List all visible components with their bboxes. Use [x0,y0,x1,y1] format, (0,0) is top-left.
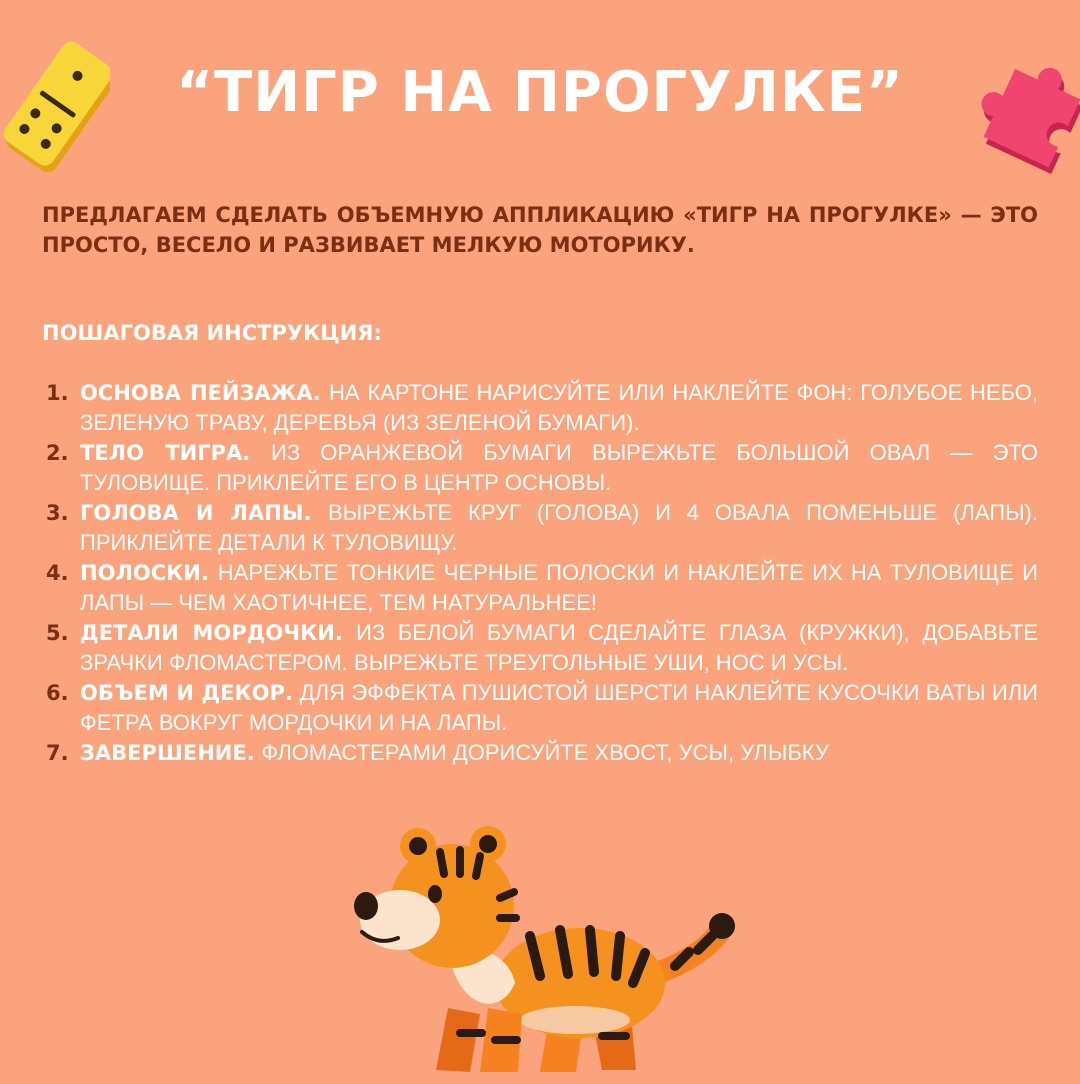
step-number: 1. [46,381,69,405]
intro-text: ПРЕДЛАГАЕМ СДЕЛАТЬ ОБЪЕМНУЮ АППЛИКАЦИЮ «ТИГР НА ПРОГУЛКЕ» — ЭТО ПРОСТО, ВЕСЕЛО И РАЗВИВАЕТ МЕЛКУЮ МОТОРИКУ. [42,203,1038,257]
step-text: ФЛОМАСТЕРАМИ ДОРИСУЙТЕ ХВОСТ, УСЫ, УЛЫБКУ [261,740,829,765]
step-text: ДЛЯ ЭФФЕКТА ПУШИСТОЙ ШЕРСТИ НАКЛЕЙТЕ КУСОЧКИ ВАТЫ ИЛИ ФЕТРА ВОКРУГ МОРДОЧКИ И НА ЛАПЫ. [80,680,1038,735]
step-number: 5. [46,621,69,645]
steps-list [42,378,1038,768]
step-text: ВЫРЕЖЬТЕ КРУГ (ГОЛОВА) И 4 ОВАЛА ПОМЕНЬШЕ (ЛАПЫ). ПРИКЛЕЙТЕ ДЕТАЛИ К ТУЛОВИЩУ. [80,500,1038,555]
list-item [42,618,1038,678]
step-title: ПОЛОСКИ. [80,561,209,585]
step-number: 4. [46,561,69,585]
list-item [42,438,1038,498]
step-text: НА КАРТОНЕ НАРИСУЙТЕ ИЛИ НАКЛЕЙТЕ ФОН: ГОЛУБОЕ НЕБО, ЗЕЛЕНУЮ ТРАВУ, ДЕРЕВЬЯ (ИЗ ЗЕЛЕНОЙ БУМАГИ). [80,380,1038,435]
step-number: 3. [46,501,69,525]
list-item [42,738,1038,768]
step-text: ИЗ ОРАНЖЕВОЙ БУМАГИ ВЫРЕЖЬТЕ БОЛЬШОЙ ОВАЛ — ЭТО ТУЛОВИЩЕ. ПРИКЛЕЙТЕ ЕГО В ЦЕНТР ОСНОВЫ. [80,440,1038,495]
step-title: ГОЛОВА И ЛАПЫ. [80,501,312,525]
step-title: ОСНОВА ПЕЙЗАЖА. [80,381,321,405]
step-number: 2. [46,441,69,465]
step-text: НАРЕЖЬТЕ ТОНКИЕ ЧЕРНЫЕ ПОЛОСКИ И НАКЛЕЙТЕ ИХ НА ТУЛОВИЩЕ И ЛАПЫ — ЧЕМ ХАОТИЧНЕЕ, ТЕМ НАТУРАЛЬНЕЕ! [80,560,1038,615]
tiger-illustration [340,808,740,1080]
list-item [42,378,1038,438]
step-title: ТЕЛО ТИГРА. [80,441,251,465]
step-number: 7. [46,741,69,765]
list-item [42,558,1038,618]
list-item [42,678,1038,738]
step-number: 6. [46,681,69,705]
instructions-heading: ПОШАГОВАЯ ИНСТРУКЦИЯ: [42,321,382,345]
step-title: ОБЪЕМ И ДЕКОР. [80,681,293,705]
page-title: “ТИГР НА ПРОГУЛКЕ” [176,60,904,125]
step-title: ЗАВЕРШЕНИЕ. [80,741,255,765]
list-item [42,498,1038,558]
step-title: ДЕТАЛИ МОРДОЧКИ. [80,621,343,645]
step-text: ИЗ БЕЛОЙ БУМАГИ СДЕЛАЙТЕ ГЛАЗА (КРУЖКИ), ДОБАВЬТЕ ЗРАЧКИ ФЛОМАСТЕРОМ. ВЫРЕЖЬТЕ ТРЕУГОЛЬНЫЕ УШИ, НОС И УСЫ. [80,620,1038,675]
